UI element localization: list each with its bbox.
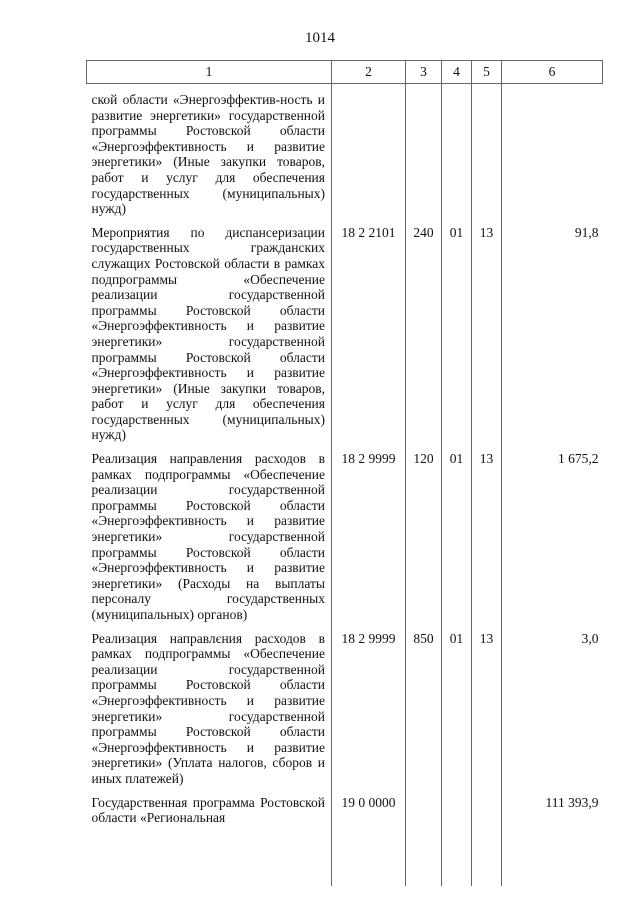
row-pr — [472, 787, 502, 886]
table-row — [87, 443, 603, 623]
table-row — [87, 84, 603, 217]
row-name: ской области «Энергоэффектив-ность и развитие энергетики» государственной программы Ростовской области «Энергоэффективность и развитие энергетики» (Иные закупки товаров, работ и услуг для обеспечения государственных (муниципальных) нужд) — [91, 92, 325, 217]
row-code: 18 2 2101 — [332, 217, 406, 443]
header-col-1: 1 — [87, 61, 332, 84]
row-code: 19 0 0000 — [332, 787, 406, 886]
row-pr: 13 — [472, 623, 502, 787]
row-vr: 120 — [406, 443, 442, 623]
row-sum: 91,8 — [502, 217, 603, 443]
header-col-5: 5 — [472, 61, 502, 84]
row-sum: 1 675,2 — [502, 443, 603, 623]
row-vr — [406, 787, 442, 886]
row-sum: 3,0 — [502, 623, 603, 787]
row-rz: 01 — [442, 217, 472, 443]
table-row — [87, 787, 603, 886]
row-rz — [442, 84, 472, 217]
row-code: 18 2 9999 — [332, 443, 406, 623]
row-sum: 111 393,9 — [502, 787, 603, 886]
row-code: 18 2 9999 — [332, 623, 406, 787]
row-name: Государственная программа Ростовской области «Региональная — [91, 794, 325, 826]
table-row — [87, 623, 603, 787]
row-name: Реализация направлєния расходов в рамках подпрограммы «Обеспечение реализации государственной программы Ростовской области «Энергоэффективность и развитие энергетики» государственной программы Ростовской области «Энергоэффективность и развитие энергетики» (Уплата налогов, сборов и иных платежей) — [91, 630, 325, 786]
budget-table — [86, 60, 603, 886]
row-code — [332, 84, 406, 217]
table-row — [87, 217, 603, 443]
row-rz — [442, 787, 472, 886]
row-rz: 01 — [442, 443, 472, 623]
header-col-2: 2 — [332, 61, 406, 84]
row-rz: 01 — [442, 623, 472, 787]
row-pr: 13 — [472, 443, 502, 623]
row-vr — [406, 84, 442, 217]
header-row — [87, 61, 603, 84]
header-col-4: 4 — [442, 61, 472, 84]
page-number: 1014 — [305, 30, 335, 46]
row-sum — [502, 84, 603, 217]
header-col-6: 6 — [502, 61, 603, 84]
row-name: Реализация направления расходов в рамках подпрограммы «Обеспечение реализации государственной программы Ростовской области «Энергоэффективность и развитие энергетики» государственной программы Ростовской области «Энергоэффективность и развитие энергетики» (Расходы на выплаты персоналу государственных (муниципальных) органов) — [91, 451, 325, 622]
header-col-3: 3 — [406, 61, 442, 84]
row-name: Мероприятия по диспансеризации государственных гражданских служащих Ростовской области в рамках подпрограммы «Обеспечение реализации государственной программы Ростовской области «Энергоэффективность и развитие энергетики» государственной программы Ростовской области «Энергоэффективность и развитие энергетики» (Иные закупки товаров, работ и услуг для обеспечения государственных (муниципальных) нужд) — [91, 224, 325, 443]
row-vr: 850 — [406, 623, 442, 787]
row-pr — [472, 84, 502, 217]
row-pr: 13 — [472, 217, 502, 443]
row-vr: 240 — [406, 217, 442, 443]
